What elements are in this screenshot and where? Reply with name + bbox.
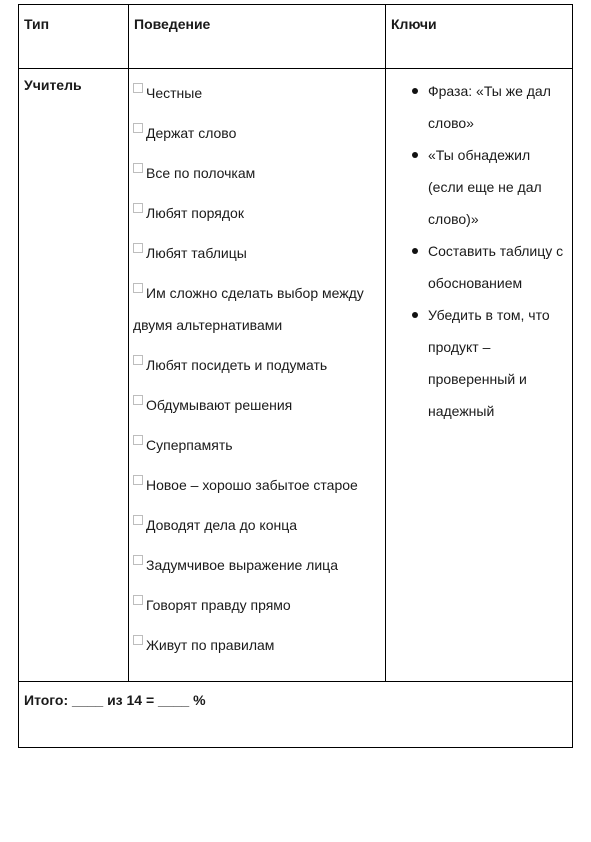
header-behavior: Поведение (129, 5, 386, 69)
checkbox-icon[interactable] (133, 243, 143, 253)
behavior-label: Обдумывают решения (146, 397, 293, 413)
behavior-item (133, 117, 381, 157)
behavior-item (133, 509, 381, 549)
behavior-label: Любят таблицы (146, 245, 247, 261)
header-row (19, 5, 573, 69)
type-row (19, 69, 573, 682)
behavior-item (133, 549, 381, 589)
checkbox-icon[interactable] (133, 355, 143, 365)
checkbox-icon[interactable] (133, 283, 143, 293)
checkbox-icon[interactable] (133, 163, 143, 173)
behavior-item (133, 349, 381, 389)
total-label: Итого: ____ из 14 = ____ % (19, 682, 573, 748)
behavior-label: Все по полочкам (146, 165, 256, 181)
behavior-item (133, 277, 381, 349)
checkbox-icon[interactable] (133, 635, 143, 645)
checkbox-icon[interactable] (133, 123, 143, 133)
behavior-label: Честные (146, 85, 203, 101)
keys-cell (386, 69, 573, 682)
keys-list (386, 75, 568, 427)
behavior-label: Новое – хорошо забытое старое (146, 477, 358, 493)
behavior-item (133, 589, 381, 629)
behavior-item (133, 77, 381, 117)
behavior-item (133, 197, 381, 237)
checkbox-icon[interactable] (133, 395, 143, 405)
behavior-label: Любят порядок (146, 205, 244, 221)
behavior-item (133, 469, 381, 509)
behavior-label: Суперпамять (146, 437, 233, 453)
behavior-item (133, 157, 381, 197)
key-item: Убедить в том, что продукт – проверенный и надежный (428, 299, 568, 427)
behavior-item (133, 629, 381, 669)
checkbox-icon[interactable] (133, 435, 143, 445)
behavior-label: Держат слово (146, 125, 237, 141)
key-item: «Ты обнадежил (если еще не дал слово)» (428, 139, 568, 235)
behavior-label: Живут по правилам (146, 637, 275, 653)
behavior-label: Говорят правду прямо (146, 597, 291, 613)
header-keys: Ключи (386, 5, 573, 69)
checkbox-icon[interactable] (133, 475, 143, 485)
checkbox-icon[interactable] (133, 555, 143, 565)
behavior-item (133, 389, 381, 429)
behavior-label: Любят посидеть и подумать (146, 357, 328, 373)
checkbox-icon[interactable] (133, 203, 143, 213)
key-item: Составить таблицу с обоснованием (428, 235, 568, 299)
header-type: Тип (19, 5, 129, 69)
profile-table (18, 4, 573, 748)
profile-table-sheet (18, 4, 572, 748)
behavior-label: Доводят дела до конца (146, 517, 298, 533)
behavior-item (133, 429, 381, 469)
checkbox-icon[interactable] (133, 595, 143, 605)
key-item: Фраза: «Ты же дал слово» (428, 75, 568, 139)
total-row (19, 682, 573, 748)
behavior-label: Задумчивое выражение лица (146, 557, 338, 573)
behavior-item (133, 237, 381, 277)
type-label: Учитель (19, 69, 129, 682)
behavior-list (129, 69, 386, 682)
behavior-label: Им сложно сделать выбор между двумя альтернативами (133, 285, 364, 333)
checkbox-icon[interactable] (133, 83, 143, 93)
checkbox-icon[interactable] (133, 515, 143, 525)
